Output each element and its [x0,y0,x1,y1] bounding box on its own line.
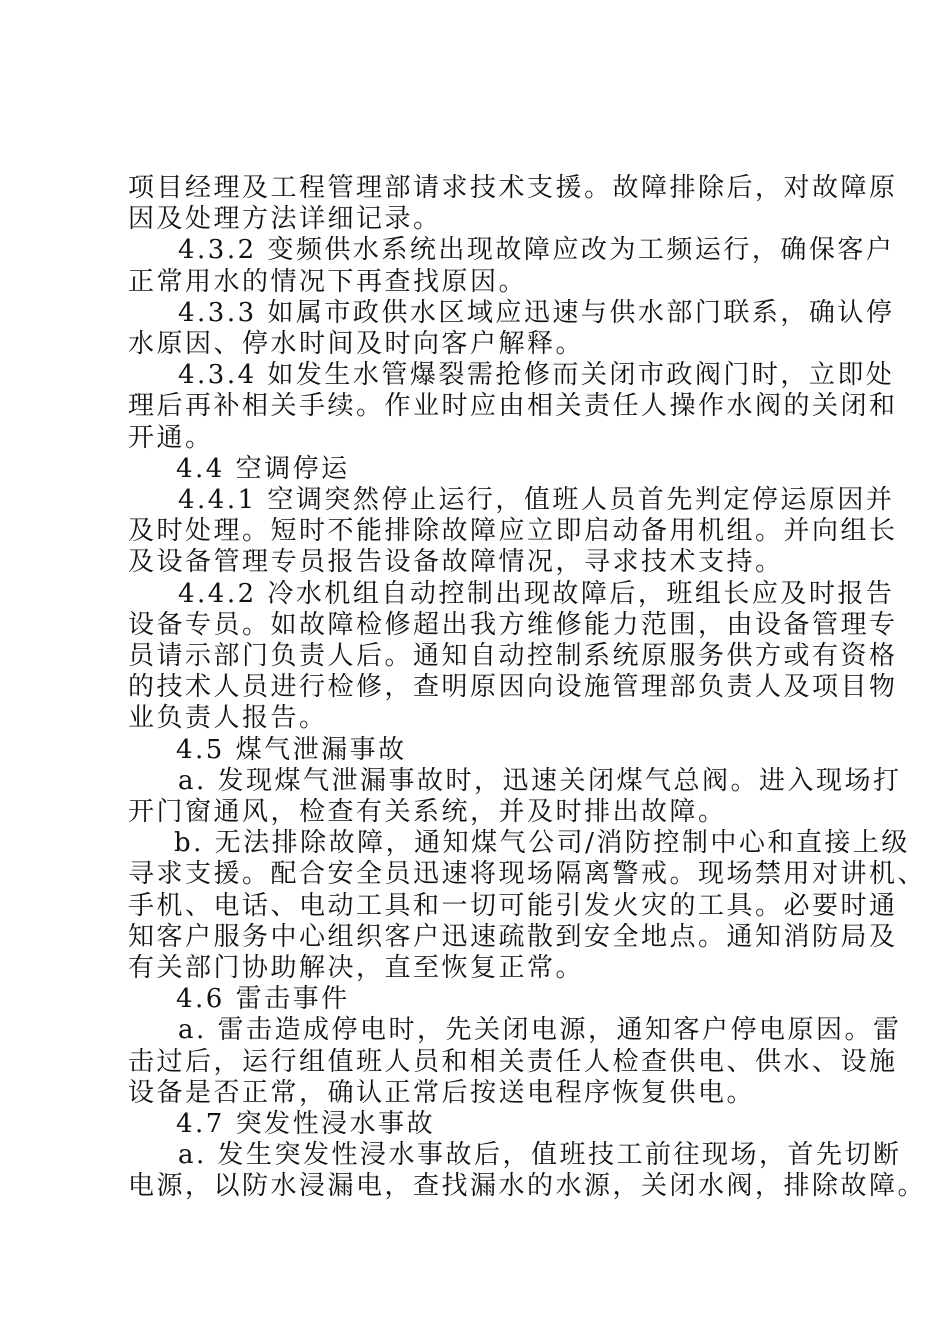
text-line: 水原因、停水时间及时向客户解释。 [128,329,585,359]
text-line: 电源，以防水浸漏电，查找漏水的水源，关闭水阀，排除故障。 [128,1171,927,1202]
text-line: 知客户服务中心组织客户迅速疏散到安全地点。通知消防局及 [128,921,898,952]
clause-heading-4-3-4: 4.3.4 如发生水管爆裂需抢修而关闭市政阀门时，立即处 [178,360,895,391]
text-line: 理后再补相关手续。作业时应由相关责任人操作水阀的关闭和 [128,391,898,422]
text-line: 开通。 [128,422,214,453]
text-line: 手机、电话、电动工具和一切可能引发火灾的工具。必要时通 [128,890,898,921]
text-line: 及时处理。短时不能排除故障应立即启动备用机组。并向组长 [128,516,898,547]
item-a-4-6: a. 雷击造成停电时，先关闭电源，通知客户停电原因。雷 [178,1015,902,1046]
clause-heading-4-4-1: 4.4.1 空调突然停止运行，值班人员首先判定停运原因并 [178,485,895,515]
clause-heading-4-3-3: 4.3.3 如属市政供水区域应迅速与供水部门联系，确认停 [178,297,895,328]
item-b-4-5: b. 无法排除故障，通知煤气公司/消防控制中心和直接上级 [174,828,910,859]
text-line: 项目经理及工程管理部请求技术支援。故障排除后，对故障原 [128,173,898,203]
clause-heading-4-4-2: 4.4.2 冷水机组自动控制出现故障后，班组长应及时报告 [178,578,895,609]
text-line: 击过后，运行组值班人员和相关责任人检查供电、供水、设施 [128,1046,898,1077]
text-line: 业负责人报告。 [128,703,328,734]
section-heading-4-5: 4.5 煤气泄漏事故 [176,734,407,765]
text-line: 开门窗通风，检查有关系统，并及时排出故障。 [128,797,727,827]
text-line: 设备是否正常，确认正常后按送电程序恢复供电。 [128,1077,756,1108]
text-line: 的技术人员进行检修，查明原因向设施管理部负责人及项目物 [128,672,898,703]
section-heading: 4.7 突发性浸水事故 [176,1109,436,1139]
list-item: a. 发生突发性浸水事故后，值班技工前往现场，首先切断 [178,1140,902,1171]
text-line: 及设备管理专员报告设备故障情况，寻求技术支持。 [128,547,784,578]
text-line: 有关部门协助解决，直至恢复正常。 [128,953,585,983]
clause-heading-4-3-2: 4.3.2 变频供水系统出现故障应改为工频运行，确保客户 [178,235,895,266]
item-a-4-5: a. 发现煤气泄漏事故时，迅速关闭煤气总阀。进入现场打 [178,765,902,796]
text-line: 设备专员。如故障检修超出我方维修能力范围，由设备管理专 [128,609,898,640]
text-line: 寻求支援。配合安全员迅速将现场隔离警戒。现场禁用对讲机、 [128,859,927,890]
text-line: 因及处理方法详细记录。 [128,204,442,235]
section-heading-4-6: 4.6 雷击事件 [176,984,350,1015]
section-heading-4-4: 4.4 空调停运 [176,453,350,484]
text-line: 正常用水的情况下再查找原因。 [128,266,528,297]
text-line: 员请示部门负责人后。通知自动控制系统原服务供方或有资格 [128,641,898,671]
